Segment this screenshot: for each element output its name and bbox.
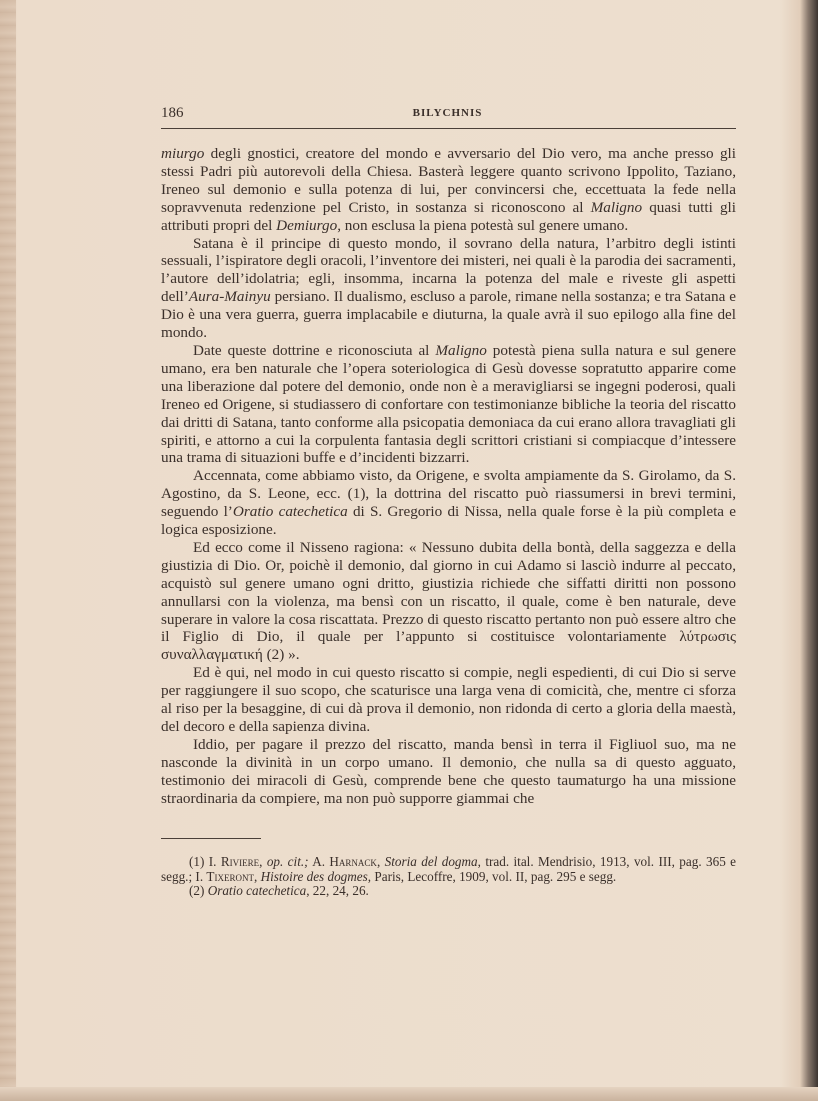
text-run: , xyxy=(259,854,267,869)
text-run: Accennata, come abbiamo visto, da Origene, e svolta ampiamente da S. Girolamo, da S. Agostino, da S. Leone, ecc. (1), la dottrina del riscatto può riassumersi in brevi termini, seguendo l’ xyxy=(161,467,736,521)
text-run: Ed è qui, nel modo in cui questo riscatto si compie, negli espedienti, di cui Dio si serve per raggiungere il suo scopo, che scaturisce una larga vena di comicità, che, mentre ci sforza al riso per la besaggine, di cui dà prova il demonio, non ridonda di certo a gloria della maestà, del decoro e della sapienza divina. xyxy=(161,664,736,735)
text-run: , xyxy=(253,868,261,884)
paragraph xyxy=(161,539,736,664)
text-run: (1) I. xyxy=(189,854,221,869)
text-run: (2) xyxy=(189,883,208,899)
text-run: , trad. ital. Mendrisio, 1913, vol. III, pag. 365 e segg.; I. xyxy=(161,854,737,884)
paragraph xyxy=(161,664,736,736)
text-run: di S. Gregorio di Nissa, nella quale forse è la più completa e logica esposizione. xyxy=(161,503,737,539)
italic-run: op. cit.; xyxy=(266,854,309,869)
text-run: Satana è il principe di questo mondo, il sovrano della natura, l’arbitro degli istinti sessuali, l’ispiratore degli oracoli, l’inventore dei misteri, nei quali è la parodia dei sacramenti, l’autore dell’idolatria; egli, insomma, incarna la potenza del male e riveste gli aspetti dell’ xyxy=(161,234,736,306)
italic-run: Oratio catechetica xyxy=(232,503,348,521)
italic-run: Histoire des dogmes xyxy=(260,868,368,884)
page-left-edge xyxy=(0,0,16,1101)
italic-run: Storia del dogma xyxy=(384,854,478,869)
italic-run: Demiurgo xyxy=(276,216,338,234)
italic-run: Maligno xyxy=(435,341,487,359)
running-title: BILYCHNIS xyxy=(412,107,483,119)
paragraph xyxy=(161,145,736,235)
page-number: 186 xyxy=(161,105,184,121)
body-text xyxy=(161,145,736,808)
author-name: Riviere xyxy=(220,854,260,869)
text-run: , Paris, Lecoffre, 1909, vol. II, pag. 295 e segg. xyxy=(367,868,617,884)
italic-run: miurgo xyxy=(161,145,205,162)
paragraph xyxy=(161,467,736,539)
footnotes xyxy=(161,855,736,899)
author-name: Tixeront xyxy=(206,868,254,884)
text-run: persiano. Il dualismo, escluso a parole, rimane nella sostanza; e tra Satana e Dio è una vera guerra, guerra implacabile e diuturna, la quale avrà il suo epilogo alla fine del mondo. xyxy=(161,288,736,342)
paragraph xyxy=(161,736,736,808)
author-name: Harnack xyxy=(329,854,377,869)
page-bottom-edge xyxy=(0,1087,818,1101)
footnote xyxy=(161,884,736,899)
footnote-rule xyxy=(161,838,261,839)
italic-run: Oratio catechetica xyxy=(207,883,307,899)
italic-run: Aura-Mainyu xyxy=(188,288,271,306)
text-run: Ed ecco come il Nisseno ragiona: « Nessuno dubita della bontà, della saggezza e della giustizia di Dio. Or, poichè il demonio, dal giorno in cui Adamo si lasciò indurre al peccato, acquistò sul genere umano ogni dritto, giustizia richiede che siffatti diritti non possono annullarsi con la violenza, ma bensì con un riscatto, il quale, come è ben naturale, deve superare in valore la cosa riscattata. Prezzo di questo riscatto pertanto non può essere altro che il Figlio di Dio, il quale per l’appunto si costituisce volontariamente xyxy=(161,538,736,646)
paragraph xyxy=(161,235,736,342)
text-run: , xyxy=(376,854,385,869)
text-run: λύτρωσις συναλλαγματική xyxy=(161,628,736,664)
text-run: potestà piena sulla natura e sul genere umano, era ben naturale che l’opera soteriologica di Gesù dovesse sopratutto apparire come una liberazione dal potere del demonio, onde non è a meravigliarsi se ingegni poderosi, quali Ireneo ed Origene, si studiassero di confortare con testimonianze bibliche la teoria del riscatto dai dritti di Satana, tanto conforme alla psicopatia demoniaca da cui erano allora travagliati gli spiriti, e attorno a cui la corpulenta fantasia degli scrittori cristiani si compiacque d’intessere una trama di situazioni buffe e d’incidenti bizzarri. xyxy=(161,341,736,467)
header-rule xyxy=(161,128,736,129)
text-run: Date queste dottrine e riconosciuta al xyxy=(193,341,436,359)
text-run: A. xyxy=(308,854,330,869)
page-header xyxy=(161,105,734,127)
paragraph xyxy=(161,342,736,467)
text-run: , 22, 24, 26. xyxy=(306,883,369,899)
text-run: , non esclusa la piena potestà sul genere umano. xyxy=(337,216,629,234)
footnote xyxy=(161,855,736,884)
text-run: (2) ». xyxy=(262,646,300,664)
italic-run: Maligno xyxy=(590,198,643,216)
text-run: degli gnostici, creatore del mondo e avversario del Dio vero, ma anche presso gli stessi Padri più autorevoli della Chiesa. Basterà leggere quanto scrivono Ippolito, Taziano, Ireneo sul demonio e sulla potenza di lui, per convincersi che, eccettuata la fede nella sopravvenuta redenzione pel Cristo, in sostanza si riconoscono al xyxy=(161,145,736,216)
text-run: quasi tutti gli attributi propri del xyxy=(161,198,736,234)
text-run: Iddio, per pagare il prezzo del riscatto, manda bensì in terra il Figliuol suo, ma ne nasconde la divinità in un corpo umano. Il demonio, che nulla sa di questo agguato, testimonio dei miracoli di Gesù, comprende bene che questo taumaturgo ha una missione straordinaria da compiere, ma non può supporre giammai che xyxy=(161,735,736,807)
